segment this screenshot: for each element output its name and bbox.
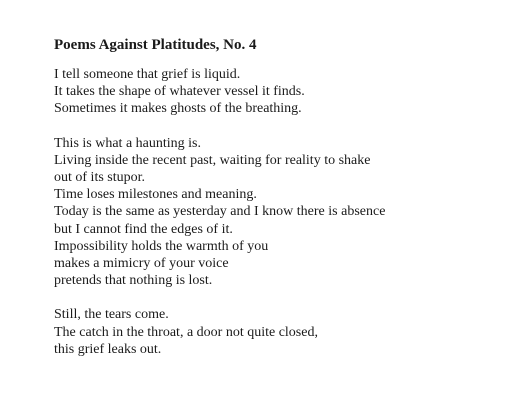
stanza-3	[54, 306, 514, 358]
poem-line: Time loses milestones and meaning.	[54, 187, 257, 203]
poem	[54, 36, 514, 358]
poem-line: pretends that nothing is lost.	[54, 273, 213, 289]
poem-line: Still, the tears come.	[54, 307, 169, 323]
poem-line: This is what a haunting is.	[54, 135, 201, 151]
poem-line: Sometimes it makes ghosts of the breathing.	[54, 101, 302, 117]
poem-line: It takes the shape of whatever vessel it finds.	[54, 84, 305, 100]
poem-line: Living inside the recent past, waiting for reality to shake	[54, 152, 371, 168]
poem-line: but I cannot find the edges of it.	[54, 221, 233, 237]
poem-line: Today is the same as yesterday and I know there is absence	[54, 204, 386, 220]
poem-line: I tell someone that grief is liquid.	[54, 67, 241, 82]
poem-line: Impossibility holds the warmth of you	[54, 238, 269, 254]
poem-line: out of its stupor.	[54, 170, 146, 186]
stanza-1	[54, 66, 514, 118]
poem-line: The catch in the throat, a door not quite closed,	[54, 324, 318, 340]
poem-line: this grief leaks out.	[54, 341, 162, 357]
poem-title: Poems Against Platitudes, No. 4	[54, 37, 257, 53]
stanza-2	[54, 135, 514, 290]
poem-line: makes a mimicry of your voice	[54, 256, 229, 272]
